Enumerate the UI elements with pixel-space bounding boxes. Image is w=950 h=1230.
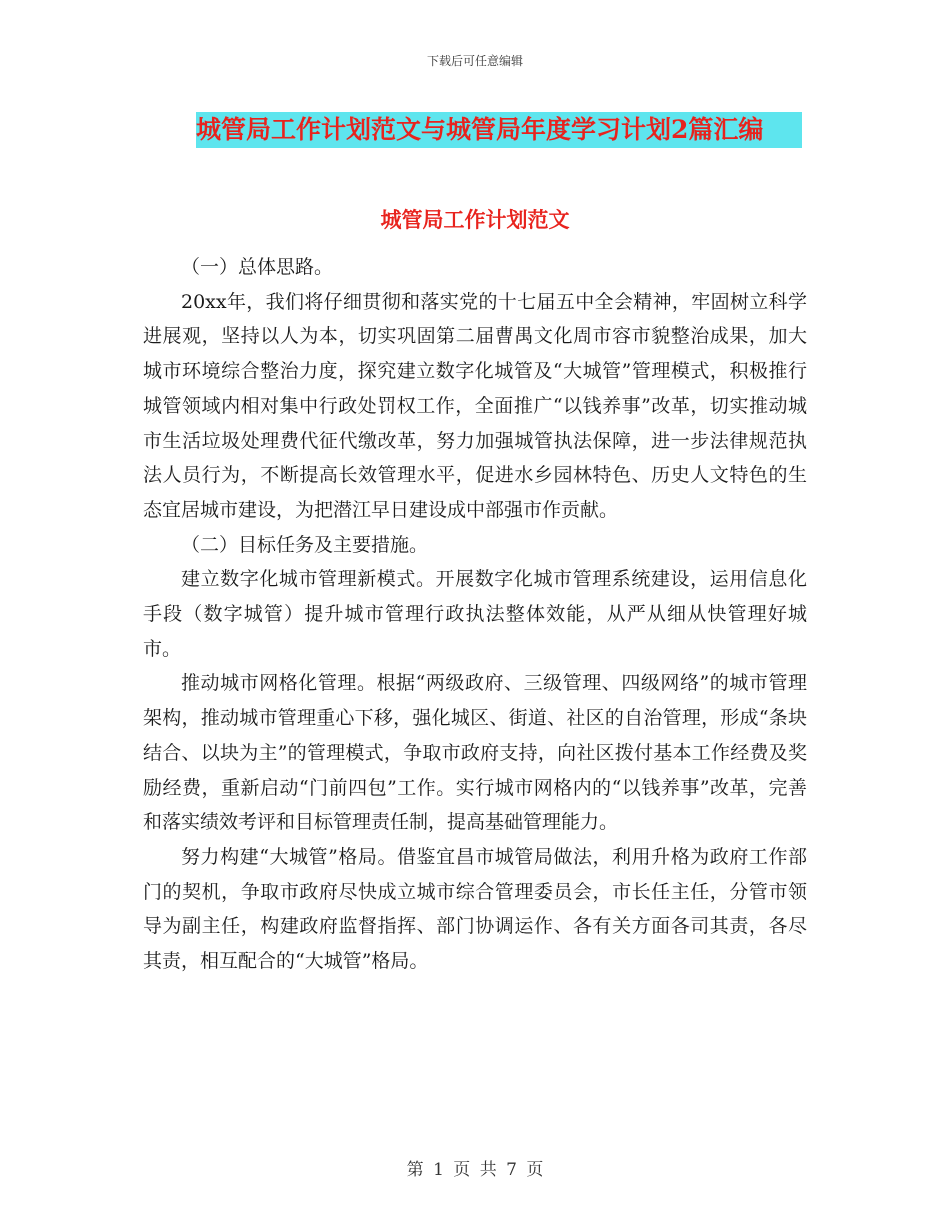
document-title: 城管局工作计划范文与城管局年度学习计划2篇汇编 xyxy=(196,115,764,144)
document-body xyxy=(143,250,807,979)
paragraph-overall-idea-heading: （一）总体思路。 xyxy=(181,256,334,278)
paragraph-targets-heading: （二）目标任务及主要措施。 xyxy=(181,533,429,556)
paragraph-overall-idea: 20xx年，我们将仔细贯彻和落实党的十七届五中全会精神，牢固树立科学进展观，坚持以人为本，切实巩固第二届曹禺文化周市容市貌整治成果，加大城市环境综合整治力度，探究建立数字化城管及“大城管”管理模式，积极推行城管领域内相对集中行政处罚权工作，全面推广“以钱养事”改革，切实推动城市生活垃圾处理费代征代缴改革，努力加强城管执法保障，进一步法律规范执法人员行为，不断提高长效管理水平，促进水乡园林特色、历史人文特色的生态宜居城市建设，为把潜江早日建设成中部强市作贡献。 xyxy=(143,290,807,521)
page-header-note: 下载后可任意编辑 xyxy=(426,54,523,68)
page-number-footer: 第 1 页 共 7 页 xyxy=(406,1160,544,1180)
paragraph-grid-management: 推动城市网格化管理。根据“两级政府、三级管理、四级网络”的城市管理架构，推动城市管理重心下移，强化城区、街道、社区的自治管理，形成“条块结合、以块为主”的管理模式，争取市政府支持，向社区拨付基本工作经费及奖励经费，重新启动“门前四包”工作。实行城市网格内的“以钱养事”改革，完善和落实绩效考评和目标管理责任制，提高基础管理能力。 xyxy=(143,672,807,834)
section-title: 城管局工作计划范文 xyxy=(380,207,570,232)
paragraph-big-urban-management: 努力构建“大城管”格局。借鉴宜昌市城管局做法，利用升格为政府工作部门的契机，争取市政府尽快成立城市综合管理委员会，市长任主任，分管市领导为副主任，构建政府监督指挥、部门协调运作、各有关方面各司其责，各尽其责，相互配合的“大城管”格局。 xyxy=(143,845,807,973)
paragraph-digital-management: 建立数字化城市管理新模式。开展数字化城市管理系统建设，运用信息化手段（数字城管）提升城市管理行政执法整体效能，从严从细从快管理好城市。 xyxy=(143,568,807,660)
document-title-highlight xyxy=(196,112,802,148)
